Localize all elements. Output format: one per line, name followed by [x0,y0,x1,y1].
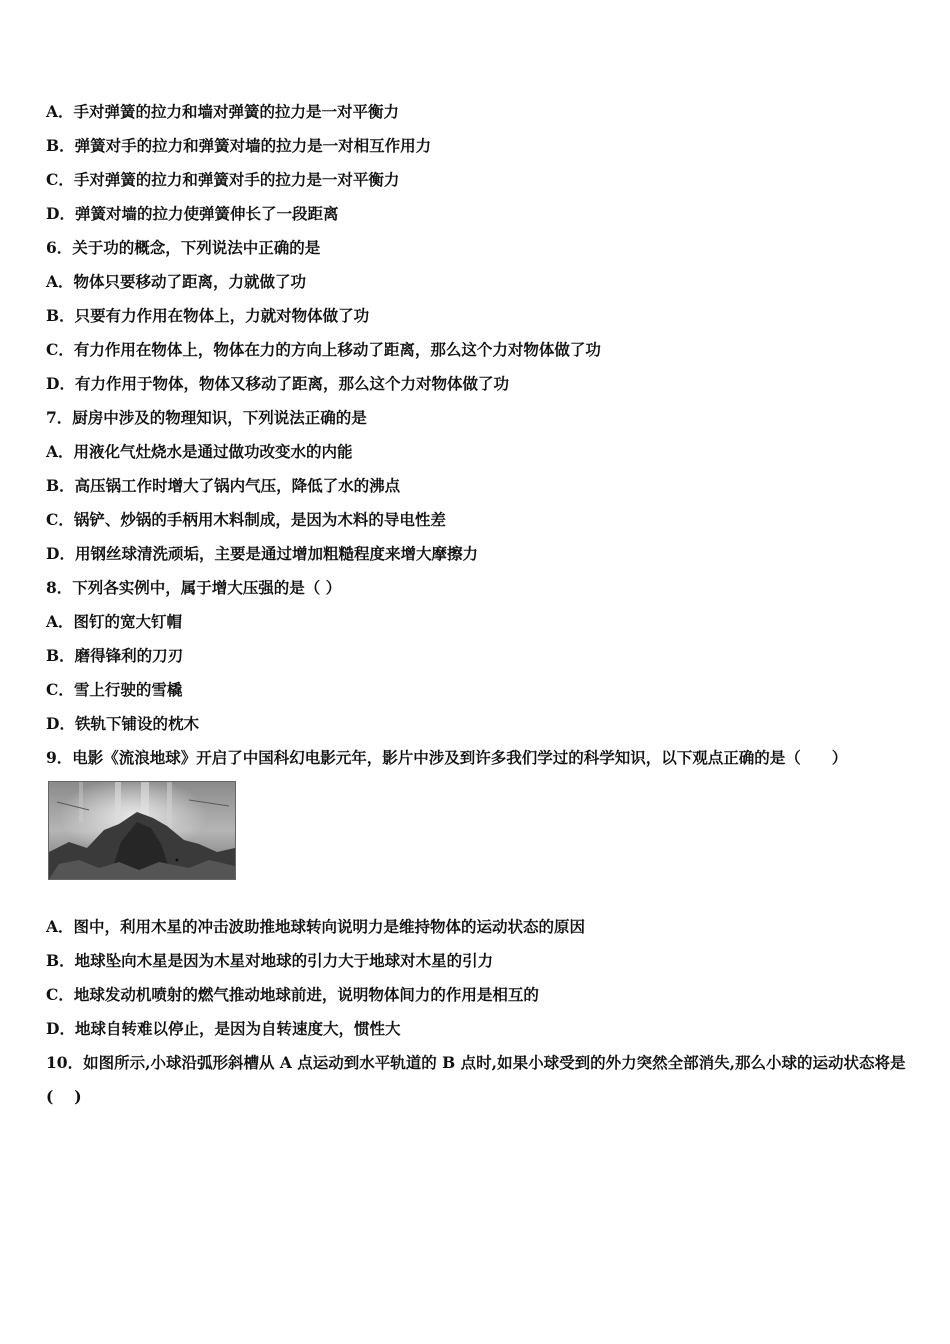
q7-option-b: B．高压锅工作时增大了锅内气压，降低了水的沸点 [46,476,401,495]
q5-option-d: D．弹簧对墙的拉力使弹簧伸长了一段距离 [46,204,339,223]
q6-stem: 6．关于功的概念，下列说法中正确的是 [46,238,321,257]
q8-option-b: B．磨得锋利的刀刃 [46,646,184,665]
q6-option-b: B．只要有力作用在物体上，力就对物体做了功 [46,306,370,325]
movie-still-image [49,782,235,879]
q7-option-a: A．用液化气灶烧水是通过做功改变水的内能 [46,442,353,461]
q10-stem: 10．如图所示,小球沿弧形斜槽从 A 点运动到水平轨道的 B 点时,如果小球受到的外力突然全部消失,那么小球的运动状态将是( ) [46,1053,906,1106]
q7-stem: 7．厨房中涉及的物理知识，下列说法正确的是 [46,408,367,427]
q9-option-d: D．地球自转难以停止，是因为自转速度大，惯性大 [46,1019,401,1038]
q8-option-a: A．图钉的宽大钉帽 [46,612,183,631]
q9-option-a: A．图中，利用木星的冲击波助推地球转向说明力是维持物体的运动状态的原因 [46,917,586,936]
q8-stem: 8．下列各实例中，属于增大压强的是（ ） [46,578,342,597]
q9-option-c: C．地球发动机喷射的燃气推动地球前进，说明物体间力的作用是相互的 [46,985,539,1004]
q7-option-c: C．锅铲、炒锅的手柄用木料制成，是因为木料的导电性差 [46,510,446,529]
q5-option-b: B．弹簧对手的拉力和弹簧对墙的拉力是一对相互作用力 [46,136,432,155]
q6-option-c: C．有力作用在物体上，物体在力的方向上移动了距离，那么这个力对物体做了功 [46,340,601,359]
q8-option-d: D．铁轨下铺设的枕木 [46,714,199,733]
q8-option-c: C．雪上行驶的雪橇 [46,680,183,699]
q6-option-a: A．物体只要移动了距离，力就做了功 [46,272,307,291]
q5-option-a: A．手对弹簧的拉力和墙对弹簧的拉力是一对平衡力 [46,102,400,121]
wandering-earth-figure [48,781,236,880]
q7-option-d: D．用钢丝球清洗顽垢，主要是通过增加粗糙程度来增大摩擦力 [46,544,478,563]
q6-option-d: D．有力作用于物体，物体又移动了距离，那么这个力对物体做了功 [46,374,509,393]
q9-stem: 9．电影《流浪地球》开启了中国科幻电影元年，影片中涉及到许多我们学过的科学知识，以下观点正确的是（ ） [46,748,848,767]
q5-option-c: C．手对弹簧的拉力和弹簧对手的拉力是一对平衡力 [46,170,400,189]
q9-option-b: B．地球坠向木星是因为木星对地球的引力大于地球对木星的引力 [46,951,494,970]
